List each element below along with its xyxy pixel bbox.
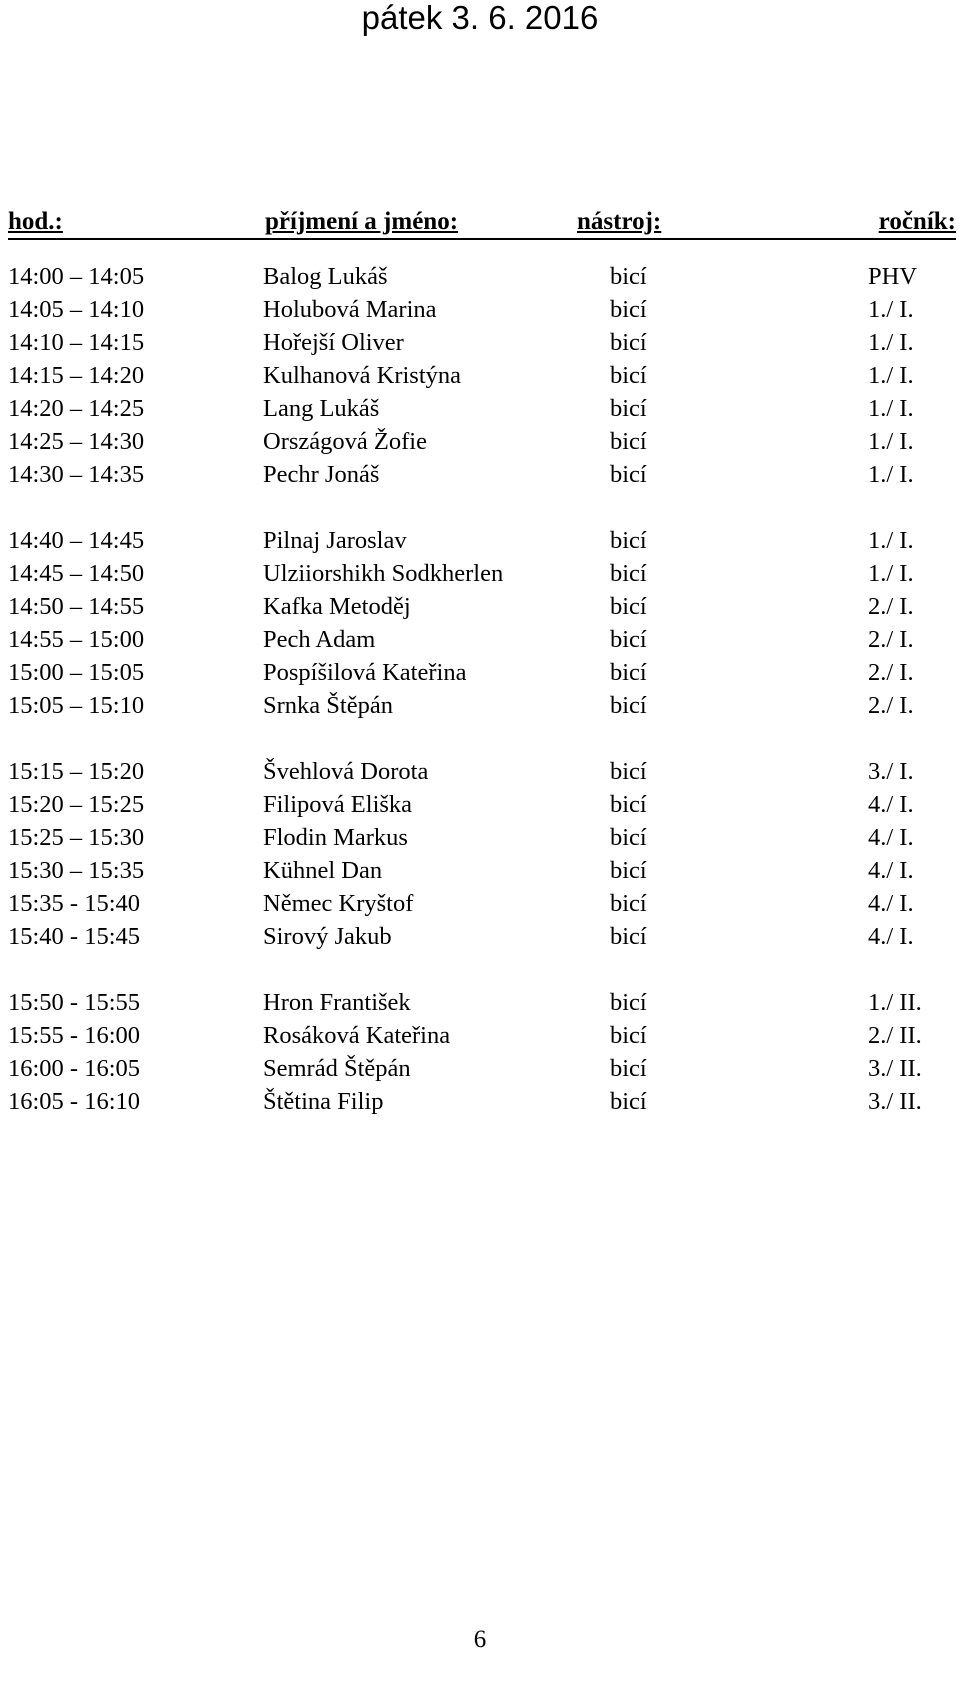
cell-instrument: bicí <box>610 296 647 323</box>
cell-time: 15:20 – 15:25 <box>8 791 145 818</box>
cell-year: 4./ I. <box>868 791 914 818</box>
header-time: hod.: <box>8 208 63 235</box>
table-row <box>8 755 956 788</box>
cell-time: 14:40 – 14:45 <box>8 527 145 554</box>
cell-instrument: bicí <box>610 428 647 455</box>
cell-instrument: bicí <box>610 626 647 653</box>
cell-time: 16:00 - 16:05 <box>8 1055 141 1082</box>
table-row <box>8 689 956 722</box>
cell-time: 14:05 – 14:10 <box>8 296 145 323</box>
cell-year: 1./ I. <box>868 428 914 455</box>
page-title: pátek 3. 6. 2016 <box>361 0 599 36</box>
cell-year: 2./ II. <box>868 1022 922 1049</box>
cell-name: Holubová Marina <box>263 296 437 323</box>
cell-instrument: bicí <box>610 263 647 290</box>
cell-instrument: bicí <box>610 989 647 1016</box>
table-row <box>8 524 956 557</box>
schedule-group <box>8 755 956 953</box>
table-row <box>8 1052 956 1085</box>
cell-instrument: bicí <box>610 791 647 818</box>
schedule-table <box>8 260 956 1151</box>
cell-time: 14:10 – 14:15 <box>8 329 145 356</box>
table-row <box>8 260 956 293</box>
cell-year: 3./ II. <box>868 1055 922 1082</box>
table-row <box>8 326 956 359</box>
cell-instrument: bicí <box>610 593 647 620</box>
table-row <box>8 854 956 887</box>
cell-time: 15:50 - 15:55 <box>8 989 141 1016</box>
cell-year: 1./ I. <box>868 560 914 587</box>
cell-time: 15:35 - 15:40 <box>8 890 141 917</box>
table-row <box>8 986 956 1019</box>
table-row <box>8 1019 956 1052</box>
cell-name: Hron František <box>263 989 411 1016</box>
table-row <box>8 590 956 623</box>
table-row <box>8 623 956 656</box>
header-year: ročník: <box>878 208 956 235</box>
cell-time: 15:00 – 15:05 <box>8 659 145 686</box>
cell-time: 14:25 – 14:30 <box>8 428 145 455</box>
cell-time: 14:15 – 14:20 <box>8 362 145 389</box>
cell-name: Kafka Metoděj <box>263 593 411 620</box>
cell-name: Němec Kryštof <box>263 890 414 917</box>
cell-year: 4./ I. <box>868 824 914 851</box>
cell-year: 2./ I. <box>868 692 914 719</box>
schedule-group <box>8 524 956 722</box>
table-row <box>8 359 956 392</box>
cell-time: 15:05 – 15:10 <box>8 692 145 719</box>
table-row <box>8 1085 956 1118</box>
schedule-group <box>8 260 956 491</box>
cell-name: Semrád Štěpán <box>263 1055 411 1082</box>
cell-instrument: bicí <box>610 923 647 950</box>
cell-year: 4./ I. <box>868 890 914 917</box>
cell-year: 1./ I. <box>868 395 914 422</box>
cell-name: Kühnel Dan <box>263 857 383 884</box>
cell-instrument: bicí <box>610 362 647 389</box>
cell-time: 14:50 – 14:55 <box>8 593 145 620</box>
cell-year: 3./ II. <box>868 1088 922 1115</box>
cell-instrument: bicí <box>610 329 647 356</box>
cell-instrument: bicí <box>610 560 647 587</box>
cell-name: Pechr Jonáš <box>263 461 380 488</box>
cell-year: 1./ I. <box>868 329 914 356</box>
table-row <box>8 788 956 821</box>
cell-name: Švehlová Dorota <box>263 758 429 785</box>
cell-name: Balog Lukáš <box>263 263 388 290</box>
cell-instrument: bicí <box>610 527 647 554</box>
cell-name: Filipová Eliška <box>263 791 413 818</box>
cell-instrument: bicí <box>610 1022 647 1049</box>
cell-instrument: bicí <box>610 857 647 884</box>
cell-year: 1./ I. <box>868 296 914 323</box>
cell-year: 1./ I. <box>868 527 914 554</box>
cell-name: Kulhanová Kristýna <box>263 362 461 389</box>
cell-time: 15:40 - 15:45 <box>8 923 141 950</box>
cell-name: Pospíšilová Kateřina <box>263 659 467 686</box>
schedule-group <box>8 986 956 1118</box>
cell-instrument: bicí <box>610 1055 647 1082</box>
table-row <box>8 656 956 689</box>
table-row <box>8 920 956 953</box>
cell-year: 3./ I. <box>868 758 914 785</box>
header-divider <box>8 238 956 240</box>
cell-instrument: bicí <box>610 824 647 851</box>
header-instrument: nástroj: <box>577 208 662 235</box>
cell-name: Pech Adam <box>263 626 376 653</box>
cell-instrument: bicí <box>610 659 647 686</box>
cell-name: Rosáková Kateřina <box>263 1022 451 1049</box>
cell-name: Štětina Filip <box>263 1088 384 1115</box>
cell-year: PHV <box>868 263 918 290</box>
table-row <box>8 293 956 326</box>
cell-name: Pilnaj Jaroslav <box>263 527 407 554</box>
cell-name: Hořejší Oliver <box>263 329 404 356</box>
header-name: příjmení a jméno: <box>265 208 459 235</box>
table-row <box>8 557 956 590</box>
cell-instrument: bicí <box>610 890 647 917</box>
table-header <box>8 206 956 242</box>
table-row <box>8 887 956 920</box>
cell-name: Lang Lukáš <box>263 395 380 422</box>
cell-name: Ulziiorshikh Sodkherlen <box>263 560 504 587</box>
cell-instrument: bicí <box>610 395 647 422</box>
cell-time: 14:55 – 15:00 <box>8 626 145 653</box>
cell-year: 2./ I. <box>868 593 914 620</box>
cell-year: 2./ I. <box>868 659 914 686</box>
cell-instrument: bicí <box>610 1088 647 1115</box>
cell-time: 14:30 – 14:35 <box>8 461 145 488</box>
cell-time: 14:00 – 14:05 <box>8 263 145 290</box>
cell-time: 15:30 – 15:35 <box>8 857 145 884</box>
page-number: 6 <box>473 1626 487 1653</box>
cell-year: 4./ I. <box>868 857 914 884</box>
cell-time: 15:15 – 15:20 <box>8 758 145 785</box>
cell-year: 2./ I. <box>868 626 914 653</box>
cell-time: 14:20 – 14:25 <box>8 395 145 422</box>
cell-name: Flodin Markus <box>263 824 408 851</box>
cell-year: 1./ II. <box>868 989 922 1016</box>
cell-year: 1./ I. <box>868 362 914 389</box>
cell-instrument: bicí <box>610 461 647 488</box>
cell-time: 14:45 – 14:50 <box>8 560 145 587</box>
cell-time: 15:25 – 15:30 <box>8 824 145 851</box>
cell-instrument: bicí <box>610 692 647 719</box>
cell-time: 16:05 - 16:10 <box>8 1088 141 1115</box>
cell-name: Országová Žofie <box>263 428 427 455</box>
cell-year: 1./ I. <box>868 461 914 488</box>
table-row <box>8 821 956 854</box>
table-row <box>8 425 956 458</box>
cell-time: 15:55 - 16:00 <box>8 1022 141 1049</box>
table-row <box>8 458 956 491</box>
cell-name: Sirový Jakub <box>263 923 392 950</box>
cell-year: 4./ I. <box>868 923 914 950</box>
cell-name: Srnka Štěpán <box>263 692 393 719</box>
cell-instrument: bicí <box>610 758 647 785</box>
table-row <box>8 392 956 425</box>
